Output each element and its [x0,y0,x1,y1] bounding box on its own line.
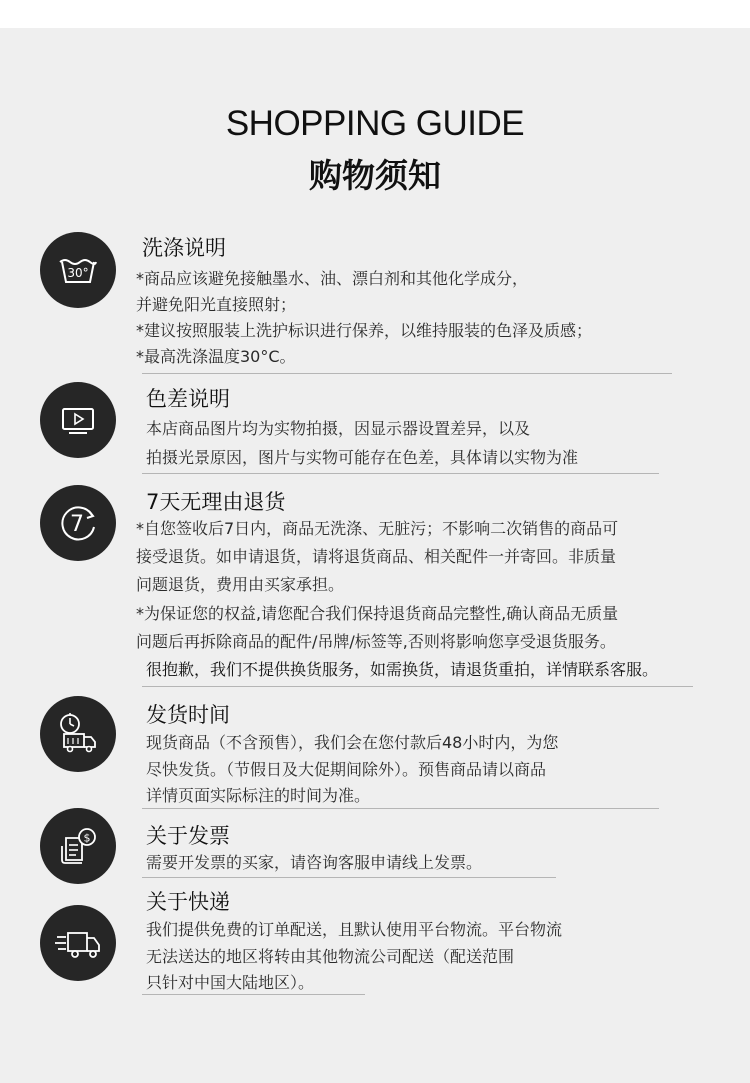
divider [142,473,659,474]
delivery-clock-truck-icon [40,696,116,772]
wash-line-1: *商品应该避免接触墨水、油、漂白剂和其他化学成分， [136,269,529,288]
color-line-1: 本店商品图片均为实物拍摄，因显示器设置差异，以及 [146,419,531,438]
shipping-line-1: 现货商品（不含预售），我们会在您付款后48小时内，为您 [146,733,559,752]
divider [142,877,556,878]
monitor-play-icon [40,382,116,458]
return-line-2: 接受退货。如申请退货，请将退货商品、相关配件一并寄回。非质量 [136,547,617,566]
section-title-return: 7天无理由退货 [146,490,286,514]
divider [142,994,365,995]
section-title-shipping: 发货时间 [146,703,230,727]
wash-temp-label: 30° [67,266,89,280]
section-title-courier: 关于快递 [146,890,230,914]
invoice-line-1: 需要开发票的买家，请咨询客服申请线上发票。 [146,853,483,872]
courier-line-1: 我们提供免费的订单配送，且默认使用平台物流。平台物流 [146,920,563,939]
wash-line-3: *建议按照服装上洗护标识进行保养，以维持服装的色泽及质感； [136,321,593,340]
return-line-3: 问题退货，费用由买家承担。 [136,575,345,594]
page-title-cn: 购物须知 [309,156,441,195]
invoice-dollar-icon [40,808,116,884]
section-title-wash: 洗涤说明 [142,236,226,260]
return-line-6: 很抱歉，我们不提供换货服务，如需换货，请退货重拍，详情联系客服。 [146,660,659,679]
return-days-label: 7 [70,512,84,537]
fast-truck-icon [40,905,116,981]
return-line-4: *为保证您的权益,请您配合我们保持退货商品完整性,确认商品无质量 [136,604,619,623]
shipping-line-2: 尽快发货。（节假日及大促期间除外）。预售商品请以商品 [146,760,547,779]
divider [142,373,672,374]
dollar-label: $ [83,831,91,845]
return-line-5: 问题后再拆除商品的配件/吊牌/标签等,否则将影响您享受退货服务。 [136,632,616,651]
courier-line-2: 无法送达的地区将转由其他物流公司配送（配送范围 [146,947,515,966]
color-line-2: 拍摄光景原因，图片与实物可能存在色差，具体请以实物为准 [146,448,579,467]
seven-day-return-icon [40,485,116,561]
wash-30-icon [40,232,116,308]
wash-line-2: 并避免阳光直接照射； [136,295,297,314]
page-title-en: SHOPPING GUIDE [225,104,525,143]
return-line-1: *自您签收后7日内，商品无洗涤、无脏污；不影响二次销售的商品可 [136,519,619,538]
wash-line-4: *最高洗涤温度30°C。 [136,347,296,366]
section-title-invoice: 关于发票 [146,824,230,848]
divider [142,686,693,687]
divider [142,808,659,809]
shipping-line-3: 详情页面实际标注的时间为准。 [146,786,371,805]
courier-line-3: 只针对中国大陆地区）。 [146,973,315,992]
section-title-color: 色差说明 [146,387,230,411]
